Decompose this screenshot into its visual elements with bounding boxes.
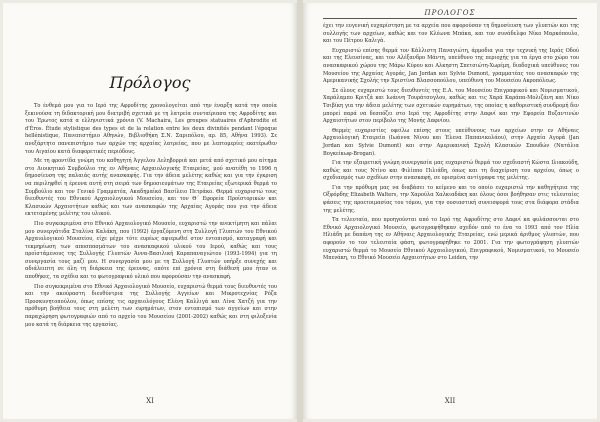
left-paragraph-4: Πιο συγκεκριμένα στο Εθνικό Αρχαιολογικό Μουσείο, ευχαριστώ θερμά τους διευθυντές του και την ακούραστη διευθύντρια της Συλλογής Αγγείων και Μικροτεχνίας Ρόζα Προσκυνητοπούλου, όπως επίσης τις αρχαιολόγους Ελένη Καλλιγά και Λίνα Χατζή για την πρόθυμη βοήθεια τους στη μελέτη των ευρημάτων, στον εντοπισμό των αγγείων και στην παραχώρηση φωτογραφιών από το αρχείο του Μουσείου (2001-2002) καθώς και στη φιλοξενία μου κατά τη διάρκεια της εργασίας. [25,283,277,328]
left-paragraph-1: Το ένθεμά μου για το Ιερό της Αφροδίτης χρονολογείται από την έναρξη κατά την οποία ξεκινούσα τη διδακτορική μου διατριβή σχετικά με τη λατρεία συνταίριασα της Αφροδίτης και του Έρωτος κατά α ελληνιστικά χρόνια (V. Machaira, Les groupes statuaires d'Aphrodite et d'Éros. Étude stylistique des types et de la relation entre les deux divinités pendant l'époque hellénistique, Πανεπιστήμιο Αθηνών, Βιβλιοθήκη Σ.Ν. Σαριπόλου, αρ. 85, Αθήνα 1993). Σε ανεξάρτητο πανεπιστήμιο των αρχών της αρχαίας λατρείας, που με λεπτομερίες εκατέρωθεν του Αιγαίου κατά διαφορετικές περιόδους. [25,103,277,155]
left-paragraph-2: Με τη φροντίδα γνώμη του καθηγητή Άγγελου Δεληβορριά και μετά από σχετικό μου αίτημα στο Διοικητικό Συμβούλιο της εν Αθήναις Αρχαιολογικής Εταιρείας, μού ανατέθη το 1996 η δημοσίευση της παλαιάς αυτής ανασκαφής. Για την άδεια μελέτης καθώς και για την έγκριση να περιληφθεί η έρευνα αυτή στη σειρά των δημοσιευμάτων της Εταιρείας εξωτερικά θερμά το Συμβούλιο και τον Γενικό Γραμματέα, Ακαδημαϊκό Βασίλειο Πετράκο. Θερμά ευχαριστώ τους διευθυντές του Εθνικού Αρχαιολογικού Μουσείου, και τον Θ΄ Εφορεία Προϊστορικών και Κλασικών Αρχαιοτήτων καθώς και των ανασκαφών της Αρχαίας Αγοράς που για την άδεια εκτεταμένης μελέτης του υλικού. [25,158,277,218]
right-paragraph-4: Θερμές ευχαριστίες οφείλω επίσης στους υπεύθυνους των αρχείων στην εν Αθήναις Αρχαιολογική Εταιρεία (Ιωάννα Νίνου και Έλενα Παπανικολάου), στην Αρχαία Αγορά (Jan Jordan και Sylvie Dumont) και στην Αμερικανική Σχολή Κλασικών Σπουδών (Νατάλια Βογκείκωφ-Brogan). [323,127,579,157]
right-page [303,3,597,419]
right-page-body [323,23,579,265]
right-paragraph-7: Τα τελευταία, που προηγούνται από το Ιερό της Αφροδίτης στο Δαφνί κα φυλάσσονται στο Εθνικό Αρχαιολογικό Μουσείο, φωτογραφήθηκαν σχεδόν από το ένα το 1993 από τον Ηλία Ηλιάδη με δαπάνη της εν Αθήναις Αρχαιολογικής Εταιρείας, ενώ μερικά άριθμος γλυπτών, που αφορούν το τον τελευταία φάση, φωτογραφήθηκε το 2001. Για την φωτογράφηση γλυπτών ευχαριστώ θερμά το Μουσείο Εθνικού Αρχαιολογικού, Επιγραφικού, Νομισματικού, το Μουσείο Μπενάκη, το Εθνικό Μουσείο Αρχαιοτήτων στο Leiden, την [323,217,579,262]
right-paragraph-1: έχει την ευγενική ευχαρίστηση με τα αρχεία που αφορούσαν τη δημοσίευση των γλυπτών και της συλλογής των αρχείων, καθώς και τον Κλέωνα Μπάκα, και τον συνάδελφο Νίκο Μαρκόπουλο, και του Πέτρου Καλιγά. [323,23,579,45]
left-page-body [25,103,277,331]
left-paragraph-3: Πιο συγκεκριμένα στο Εθνικό Αρχαιολογικό Μουσείο, ευχαριστώ την ανεκτίμητη και πάλαι μου συνεργάτιδα Σταλίνα Καλάκη, που (1992) έργαζόμενη στη Συλλογή Γλυπτών του Εθνικού Αρχαιολογικού Μουσείου, είχε μέχρι τότε ευρέως αφιερωθεί στον εντοπισμό, καταγραφή και τεκμηρίωση των αποσπασμάτων του ανασκαφικού υλικού του Ιερού, καθώς και τους προϊστάμενους της Συλλογής Γλυπτών Άννα-Βασιλική Καραπαναγιώτου (1993-1994) για τη συνεργασία τους μαζί μου. Η συνεργασία μου με τη Συλλογή Γλυπτών υπήρξε συνεχής και αδιάλειπτη σε όλη τη διάρκεια της έρευνας, οπότε επί χρόνια στη διάθεσή μου ήταν οι αποθήκες, τα σχέδια και το φωτογραφικό υλικό που αφορούσαν την ανασκαφή. [25,220,277,281]
left-page-number: XI [146,397,154,405]
right-paragraph-5: Για την εξαιρετική γνώμη συνεργασία μας ευχαριστώ θερμά τον σχεδιαστή Κώστα Ιλιακούδη, καθώς και τους Ντίνο και Φιλίππο Πιλιάδη, όπως και τη διαχείριση του αρχείου, όπως ο σχεδιασμός των σχεδίων στην ανασκαφή, σε ορισμένα αντίγραφα της μελέτης. [323,160,579,182]
right-paragraph-6: Για την πρόθυμη μας να διαβάσει το κείμενο και το οποίο ευχαριστώ την καθηγήτρια της Οξφόρδης Elizabeth Walters, την Χαρούλα Χαλκιαδάκη και όλους όσοι βοήθησαν στις τελευταίες φάσεις της προετοιμασίας του τόμου, για την ουσιαστική συνεισφορά τους στα διάφορα στάδια της μελέτης. [323,184,579,214]
running-head-rule [323,18,577,19]
left-page [3,3,297,419]
right-paragraph-3: Σε όλους ευχαριστώ τους διευθυντές της Ε.Α. του Μουσείου Επιγραφικού και Νομισματικού, Χαράλαμπο Κριτζά και Ιωάννη Τουράτσογλου, καθώς και τις Χαρά Καράπα-Μολιζάνη και Νίκο Τσιβίκη για την άδεια μελέτης των σχετικών ευρημάτων, της οποίας η καθοριστική συνδρομή δεν μπορεί παρά να δεσπόζει στο Ιερό της Αφροδίτης στην Δαφνί και την Εφορεία Βυζαντινών Αρχαιοτήτων στον περίβολο της Μονής Δαφνίου. [323,87,579,125]
right-page-number: XII [444,397,456,405]
running-head: ΠΡΟΛΟΓΟΣ [424,9,476,17]
page-title: Πρόλογος [109,73,191,92]
right-paragraph-2: Ευχαριστώ επίσης θερμά τον Κάλλιστη Παναγιώτη, άρμοδια για την τεχνική της Ιεράς Οδού και της Ελευσίνας, και τον Αλέξανδρο Μάντη, υπεύθυνο της περιοχής για τα έργα στο χώρο του ανασκαφικού χώρου της Μάρω Κύρου και Αλκηστη Σπετσιώτη-Χωρέμη, διαδοχικά υπεύθυνες του Μουσείου της Αρχαίας Αγοράς, Jan Jordan και Sylvie Dumont, γραμματέας του ανασκαφών της Αμερικανικής Σχολής την Χριστίνα Βλασσοπούλου, υπεύθυνη του Μουσείου Ακροπόλεως. [323,47,579,85]
